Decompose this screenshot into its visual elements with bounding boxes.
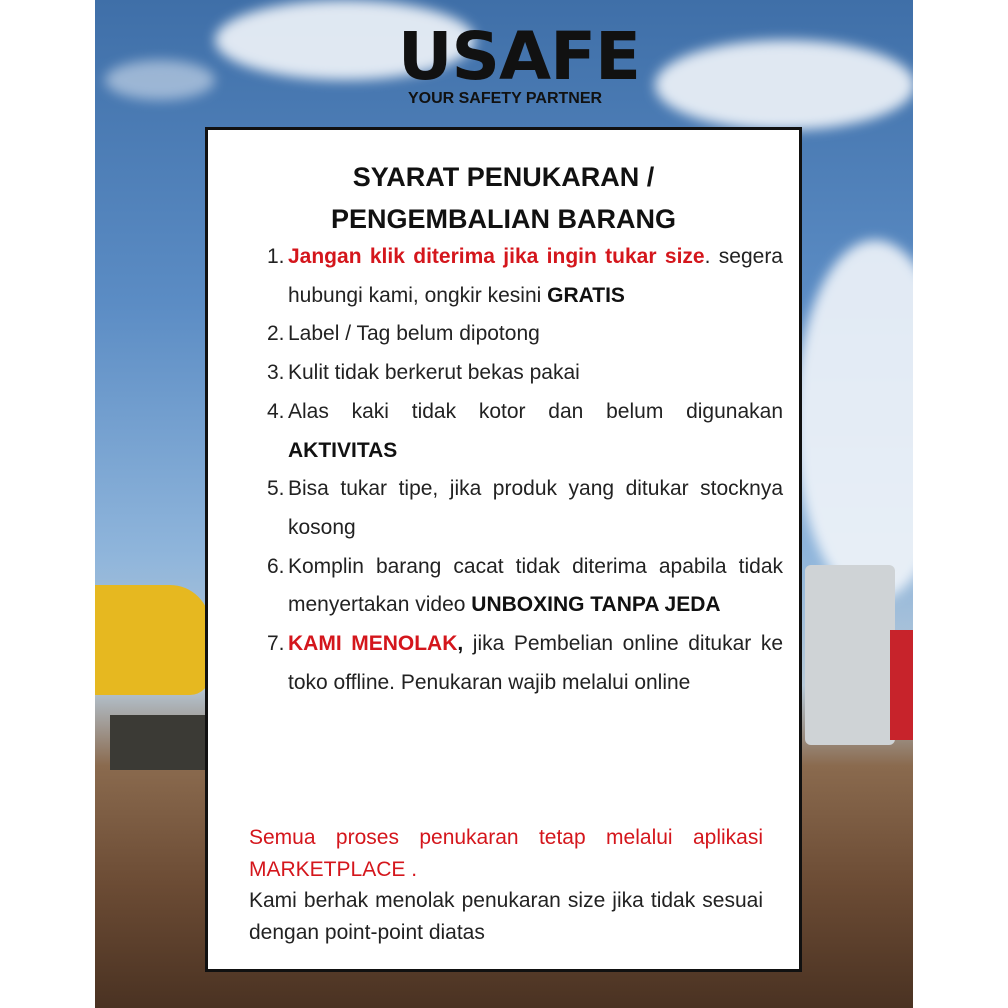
footer-black-note: Kami berhak menolak penukaran size jika tidak sesuai dengan point-point diatas [249,889,763,944]
item-number: 1. [267,245,285,268]
item-text: jika Pembelian online ditukar ke toko offline. Penukaran wajib melalui online [288,632,783,694]
list-item [267,315,783,354]
list-item [267,625,783,702]
item-text-highlight: KAMI MENOLAK [288,632,458,656]
footer-note [249,822,763,948]
item-number: 2. [267,322,285,346]
page-title [208,156,799,240]
footer-red-note: Semua proses penukaran tetap melalui aplikasi MARKETPLACE . [249,826,763,881]
list-item [267,354,783,393]
item-text-bold: GRATIS [547,283,625,307]
item-text: Komplin barang cacat tidak diterima apabila tidak menyertakan video [288,554,783,617]
item-text: Bisa tukar tipe, jika produk yang ditukar stocknya kosong [288,477,783,539]
item-text: Alas kaki tidak kotor dan belum digunakan [288,399,783,423]
truck-image [805,565,895,745]
cloud [655,40,913,130]
list-item [267,470,783,547]
item-number: 7. [267,632,285,656]
item-text: Label / Tag belum dipotong [288,322,540,346]
excavator-body-image [110,715,210,770]
item-text-bold: UNBOXING TANPA JEDA [471,593,721,617]
item-text: . segera hubungi kami, ongkir kesini [288,245,783,307]
title-line-1: SYARAT PENUKARAN / [352,162,655,192]
cloud [105,60,215,100]
terms-card [205,127,802,972]
item-text: Kulit tidak berkerut bekas pakai [288,361,580,385]
title-line-2: PENGEMBALIAN BARANG [330,204,676,234]
cloud [795,240,913,600]
list-item [267,548,783,625]
item-number: 3. [267,361,285,385]
item-text-bold: , [457,632,464,656]
list-item [267,238,783,315]
list-item [267,393,783,470]
item-text-bold: AKTIVITAS [288,438,398,462]
logo-brand: USAFE [397,18,641,95]
item-number: 5. [267,477,285,501]
terms-list [268,238,783,702]
item-text-highlight: Jangan klik diterima jika ingin tukar size [288,245,705,268]
item-number: 4. [267,399,285,423]
item-number: 6. [267,554,285,578]
usafe-logo [397,18,641,108]
truck-red-part [890,630,913,740]
logo-tagline: YOUR SAFETY PARTNER [407,90,603,107]
excavator-image [95,585,210,695]
